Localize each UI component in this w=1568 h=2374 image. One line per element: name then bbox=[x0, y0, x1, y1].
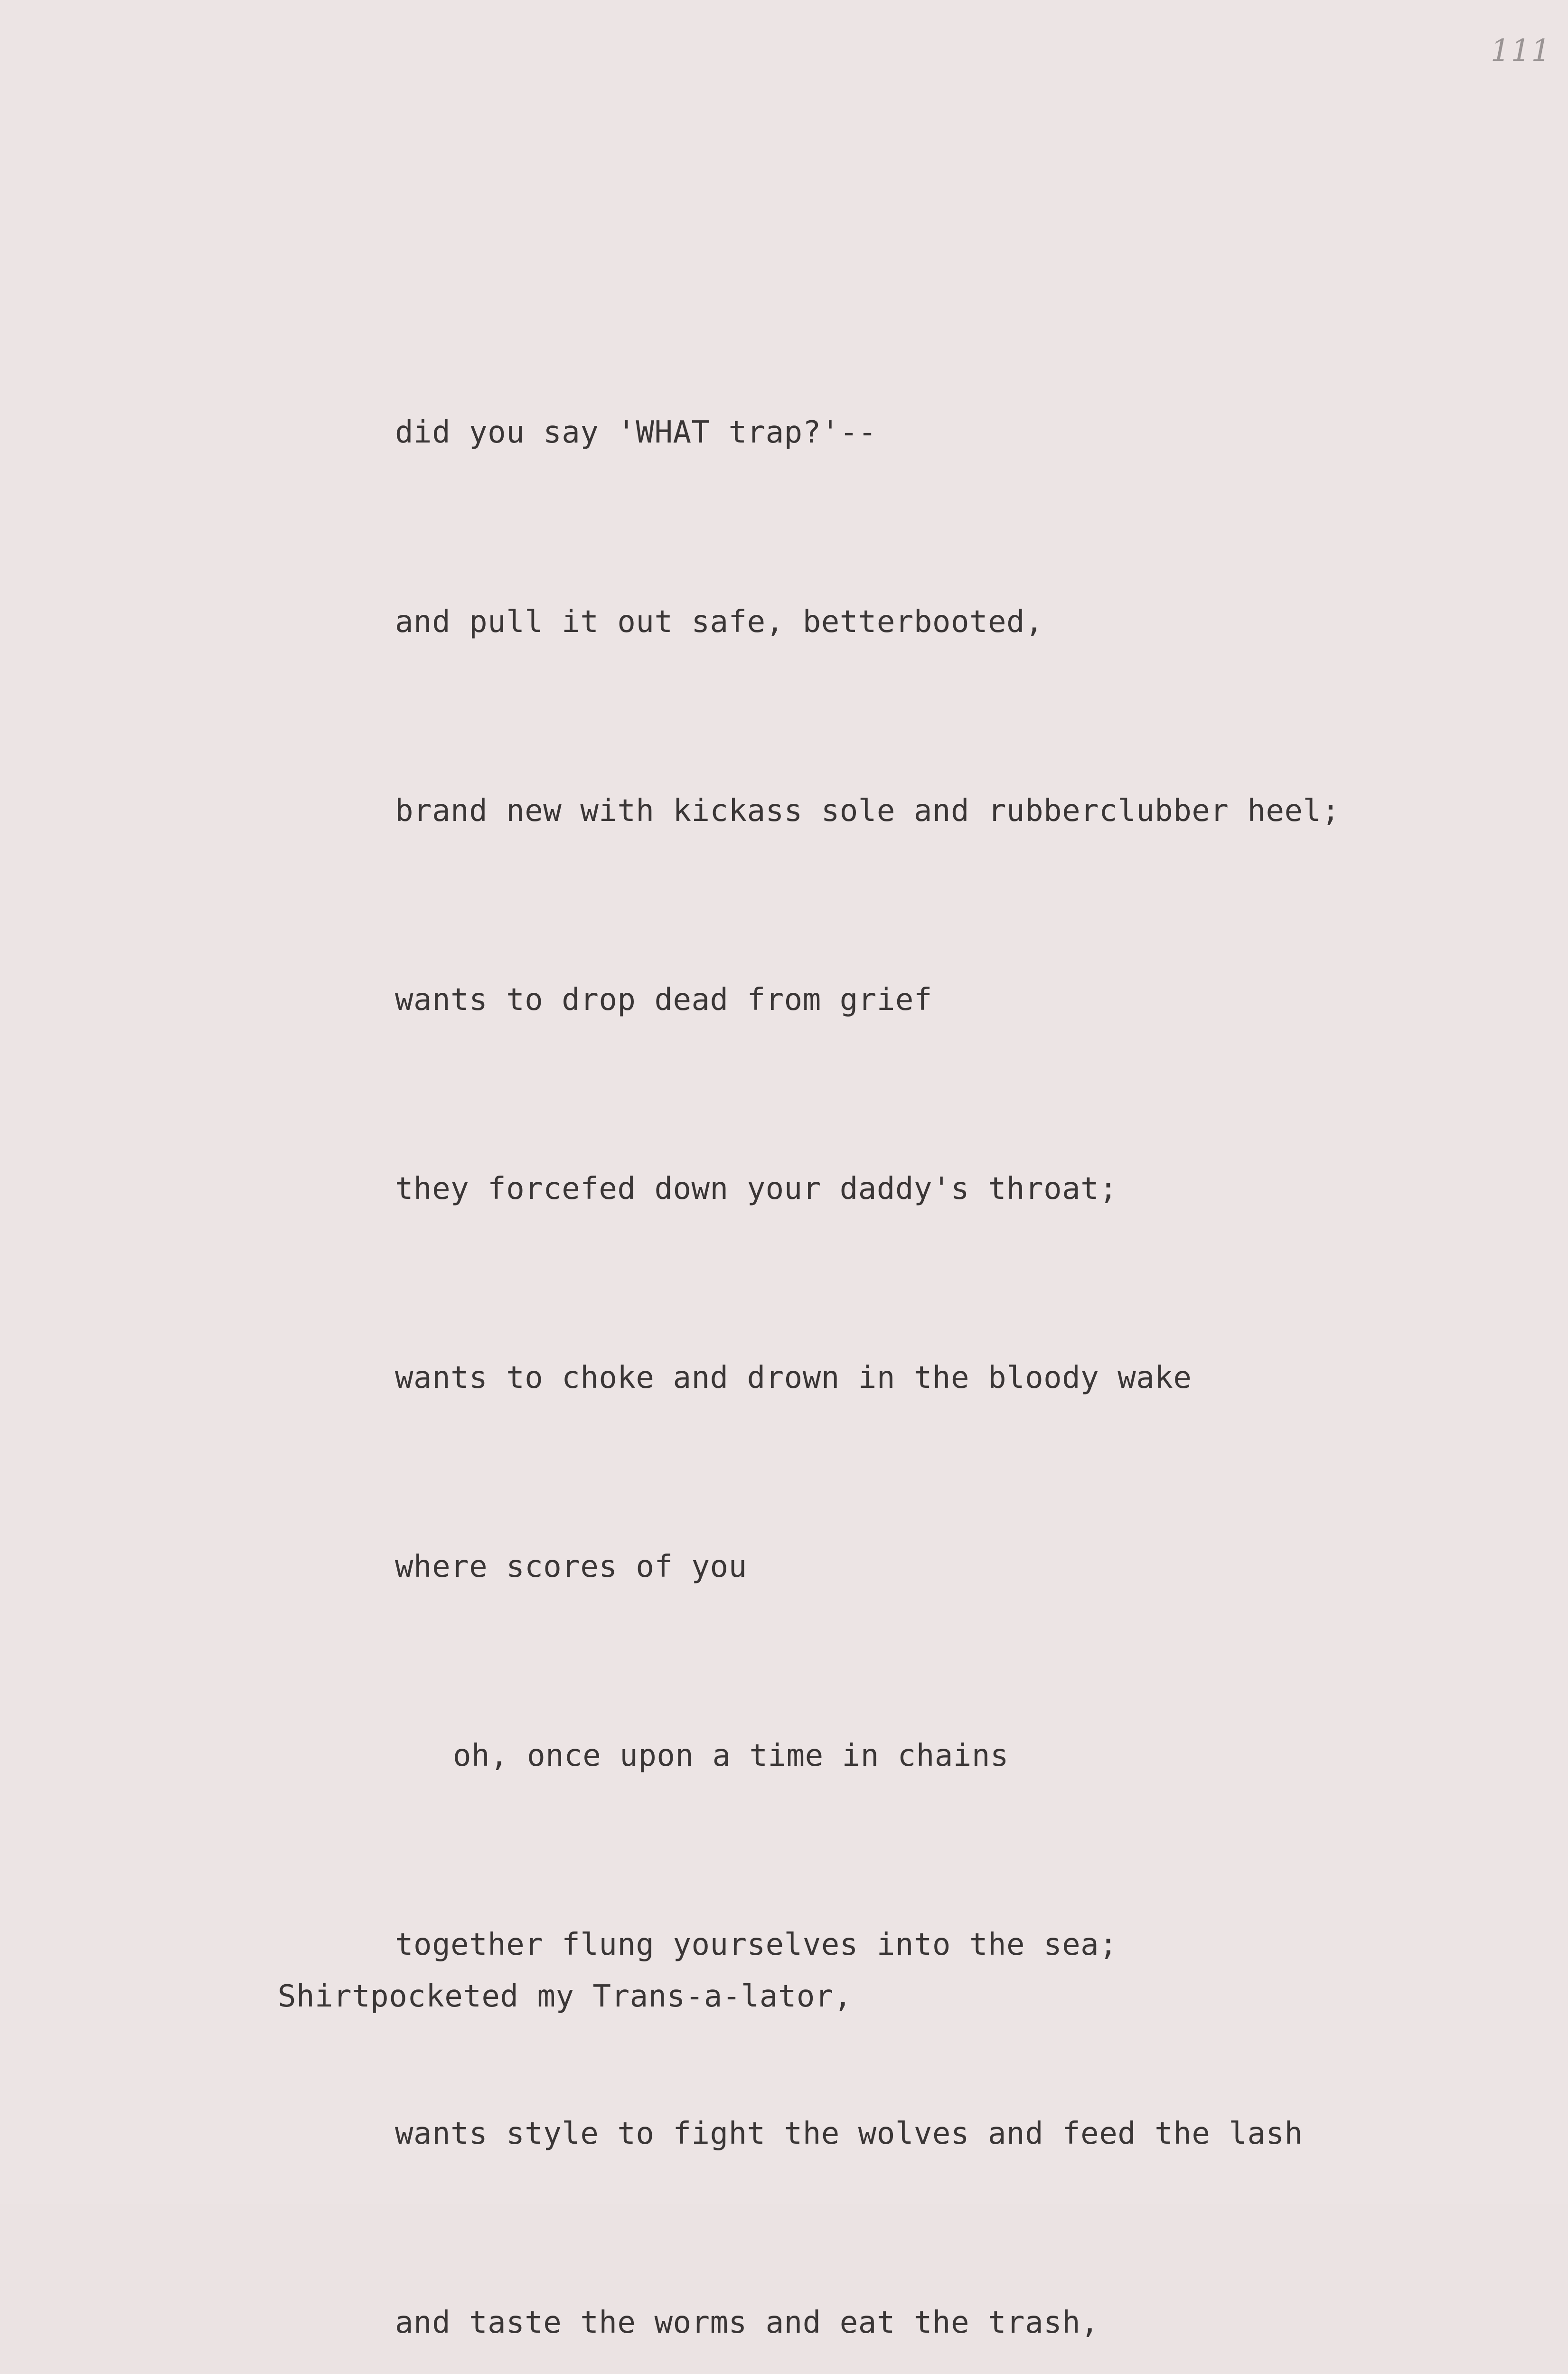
poem-line: they forcefed down your daddy's throat; bbox=[395, 1171, 1118, 1206]
poem-line: and pull it out safe, betterbooted, bbox=[395, 604, 1044, 640]
poem-line: wants to choke and drown in the bloody wake bbox=[395, 1360, 1192, 1395]
poem-line: where scores of you bbox=[395, 1549, 747, 1584]
poem-line: wants to drop dead from grief bbox=[395, 982, 932, 1017]
poem-text bbox=[395, 275, 1340, 2374]
closing-line: Shirtpocketed my Trans-a-lator, bbox=[278, 1979, 852, 2014]
poem-line: brand new with kickass sole and rubberclubber heel; bbox=[395, 793, 1340, 829]
page-number: 111 bbox=[1491, 33, 1552, 68]
poem-line: did you say 'WHAT trap?'-- bbox=[395, 415, 877, 451]
poem-line: oh, once upon a time in chains bbox=[453, 1738, 1009, 1774]
poem-line: and taste the worms and eat the trash, bbox=[395, 2305, 1099, 2341]
poem-line: wants style to fight the wolves and feed the lash bbox=[395, 2116, 1303, 2152]
poem-line: together flung yourselves into the sea; bbox=[395, 1927, 1118, 1963]
